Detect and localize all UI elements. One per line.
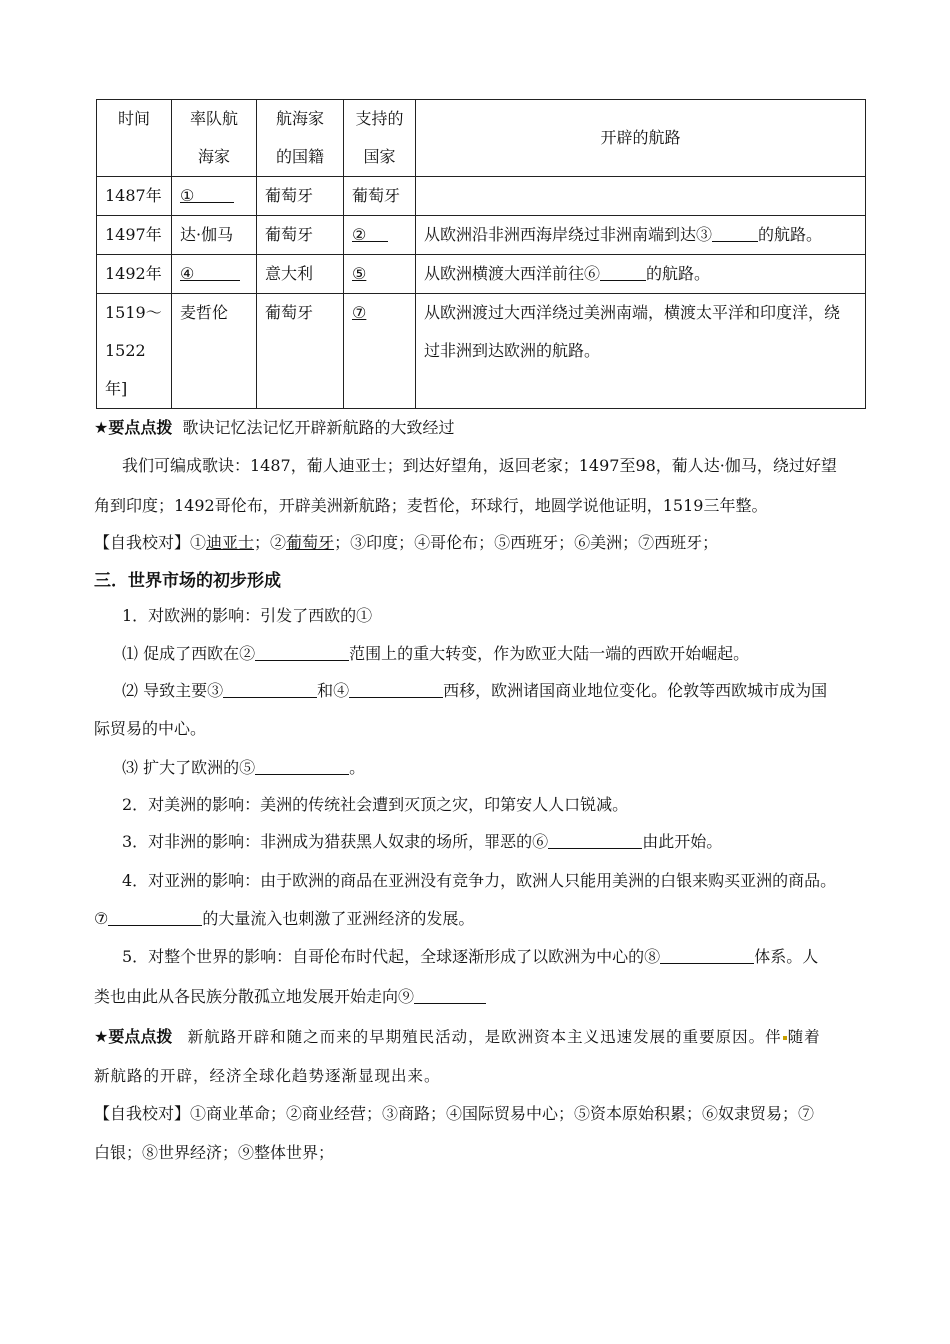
song-paragraph-line: 角到印度；1492哥伦布，开辟美洲新航路；麦哲伦，环球行，地圆学说他证明，1519三年整。 (94, 496, 768, 515)
table-cell (416, 177, 866, 216)
key-tip-1: ★要点点拨 歌诀记忆法记忆开辟新航路的大致经过 (94, 418, 455, 437)
point-line: ⑴ 促成了西欧在② 范围上的重大转变，作为欧亚大陆一端的西欧开始崛起。 (122, 644, 750, 663)
header-cell: 航海家 的国籍 (257, 100, 344, 177)
self-check-1: 【自我校对】①迪亚士；②葡萄牙；③印度；④哥伦布；⑤西班牙；⑥美洲；⑦西班牙； (94, 533, 719, 552)
table-cell: 1497年 (97, 216, 172, 255)
table-cell: ⑤ (344, 255, 416, 294)
point-line: 1．对欧洲的影响：引发了西欧的① (122, 606, 373, 625)
table-cell: ⑦ (344, 294, 416, 409)
point-line: 4．对亚洲的影响：由于欧洲的商品在亚洲没有竞争力，欧洲人只能用美洲的白银来购买亚洲的商品。 (122, 871, 837, 890)
table-cell: ④ (172, 255, 257, 294)
table-cell: 葡萄牙 (257, 294, 344, 409)
table-cell: 意大利 (257, 255, 344, 294)
table-row (97, 255, 866, 294)
header-cell: 开辟的航路 (416, 100, 866, 177)
header-cell: 率队航 海家 (172, 100, 257, 177)
table-cell: 麦哲伦 (172, 294, 257, 409)
key-tip-2: ★要点点拨 新航路开辟和随之而来的早期殖民活动，是欧洲资本主义迅速发展的重要原因。伴 随着 (94, 1027, 821, 1046)
table-cell: 从欧洲沿非洲西海岸绕过非洲南端到达③ 的航路。 (416, 216, 866, 255)
table-cell: 从欧洲渡过大西洋绕过美洲南端，横渡太平洋和印度洋，绕 过非洲到达欧洲的航路。 (416, 294, 866, 409)
point-line: 5．对整个世界的影响：自哥伦布时代起，全球逐渐形成了以欧洲为中心的⑧ 体系。人 (122, 947, 819, 966)
table-cell: ① (172, 177, 257, 216)
table-cell: 葡萄牙 (257, 177, 344, 216)
table-cell: 达·伽马 (172, 216, 257, 255)
mark-dot (783, 1036, 787, 1040)
point-line: 3．对非洲的影响：非洲成为猎获黑人奴隶的场所，罪恶的⑥ 由此开始。 (122, 832, 723, 851)
header-cell: 时间 (97, 100, 172, 177)
point-line: ⑵ 导致主要③ 和④ 西移，欧洲诸国商业地位变化。伦敦等西欧城市成为国 (122, 681, 828, 700)
table-row (97, 216, 866, 255)
self-check-2: 【自我校对】①商业革命；②商业经营；③商路；④国际贸易中心；⑤资本原始积累；⑥奴隶贸易；⑦ (94, 1104, 815, 1123)
section-heading: 三．世界市场的初步形成 (94, 571, 281, 591)
point-line: 2．对美洲的影响：美洲的传统社会遭到灭顶之灾，印第安人人口锐减。 (122, 795, 629, 814)
table-header-row (97, 100, 866, 177)
table-row (97, 177, 866, 216)
table-cell: 1492年 (97, 255, 172, 294)
table-row (97, 294, 866, 409)
point-line: ⑦ 的大量流入也刺激了亚洲经济的发展。 (94, 909, 475, 928)
self-check-2: 白银；⑧世界经济；⑨整体世界； (94, 1143, 335, 1162)
song-paragraph-line: 我们可编成歌诀：1487，葡人迪亚士；到达好望角，返回老家；1497至98，葡人达·伽马，绕过好望 (122, 456, 837, 475)
key-tip-2-line: 新航路的开辟，经济全球化趋势逐渐显现出来。 (94, 1067, 441, 1085)
table-cell: 葡萄牙 (257, 216, 344, 255)
table-cell: 从欧洲横渡大西洋前往⑥ 的航路。 (416, 255, 866, 294)
table-cell: 1519～ 1522 年] (97, 294, 172, 409)
point-line: 类也由此从各民族分散孤立地发展开始走向⑨ (94, 984, 486, 1007)
table-cell: 葡萄牙 (344, 177, 416, 216)
point-line: 际贸易的中心。 (94, 719, 207, 738)
table-cell: 1487年 (97, 177, 172, 216)
point-line: ⑶ 扩大了欧洲的⑤ 。 (122, 758, 366, 777)
voyage-table (96, 99, 866, 409)
header-cell: 支持的 国家 (344, 100, 416, 177)
table-cell: ② (344, 216, 416, 255)
